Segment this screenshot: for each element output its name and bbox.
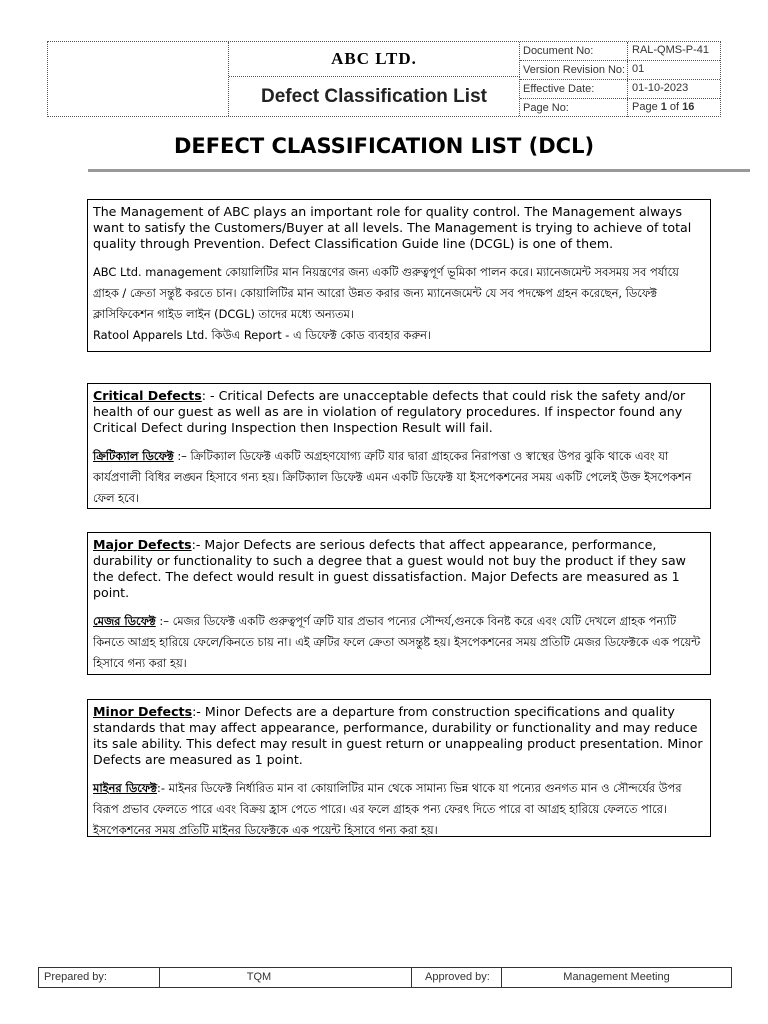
- bangla-suffix: :-: [157, 781, 169, 795]
- meta-label: Document No:: [523, 45, 594, 57]
- heading-suffix: :-: [191, 537, 205, 552]
- critical-english: [93, 388, 705, 436]
- major-bangla-text: মেজর ডিফেক্ট একটি গুরুত্বপূর্ণ ত্রুটি যার প্রভাব পন্যের সৌন্দর্য,গুনকে বিনষ্ট করে এবং যেটি দেখলে গ্রাহক পন্যটি কিনতে আগ্রহ হারিয়ে ফেলে/কিনতে চায় না। এই ত্রুটির ফলে ক্রেতা অসন্তুষ্ট হয়। ইসপেকশনের সময় প্রতিটি মেজর ডিফেক্টকে এক পয়েন্ট হিসাবে গন্য করা হয়।: [93, 614, 701, 670]
- footer-divider: [411, 968, 412, 987]
- company-name: ABC LTD.: [229, 42, 520, 77]
- critical-bangla: [93, 446, 705, 509]
- meta-label: Page No:: [523, 102, 569, 114]
- minor-defects-box: [87, 699, 711, 837]
- meta-value: 01: [627, 61, 644, 79]
- heading-suffix: : -: [201, 388, 219, 403]
- meta-value: 01-10-2023: [627, 80, 688, 98]
- major-text: Major Defects are serious defects that affect appearance, performance, durability or functionality to such a degree that a guest would not buy the product if they saw the defect. The defect would result in guest dissatisfaction. Major Defects are measured as 1 point.: [93, 537, 686, 600]
- document-meta: [520, 42, 720, 117]
- meta-label: Effective Date:: [523, 83, 595, 95]
- minor-text: Minor Defects are a departure from construction specifications and quality standards that may affect appearance, performance, durability or functionality and may reduce its sale ability. This defect may result in guest return or unappealing product presentation. Minor Defects are measured as 1 point.: [93, 704, 703, 767]
- document-header: [47, 41, 721, 117]
- document-title: Defect Classification List: [229, 77, 520, 116]
- major-english: [93, 537, 705, 601]
- meta-row-version: [520, 61, 720, 80]
- critical-defects-box: [87, 383, 711, 509]
- bangla-suffix: :–: [173, 449, 191, 463]
- page-total: 16: [682, 101, 695, 113]
- meta-row-document-no: [520, 42, 720, 61]
- intro-bangla-note: Ratool Apparels Ltd. কিউএ Report - এ ডিফেক্ট কোড ব্যবহার করুন।: [93, 328, 431, 342]
- meta-value: [627, 99, 694, 117]
- page-current: 1: [660, 101, 667, 113]
- document-footer: [38, 967, 732, 988]
- page-heading: DEFECT CLASSIFICATION LIST (DCL): [173, 134, 595, 158]
- prepared-by-label: Prepared by:: [44, 971, 107, 983]
- minor-english: [93, 704, 705, 768]
- intro-box: [87, 199, 711, 352]
- minor-heading: Minor Defects: [93, 704, 193, 719]
- meta-value: RAL-QMS-P-41: [627, 42, 709, 60]
- logo-cell: [48, 42, 229, 116]
- minor-bangla-heading: মাইনর ডিফেক্ট: [93, 781, 157, 795]
- critical-bangla-heading: ক্রিটিক্যাল ডিফেক্ট: [93, 449, 174, 463]
- critical-bangla-text: ক্রিটিক্যাল ডিফেক্ট একটি অগ্রহণযোগ্য ত্রুটি যার দ্বারা গ্রাহকের নিরাপত্তা ও স্বাস্থের উপর ঝুকি থাকে এবং যা কার্যপ্রণালী বিধির লঙ্ঘন হিসাবে গন্য হয়। ক্রিটিক্যাল ডিফেক্ট এমন একটি ডিফেক্ট যা ইসপেকশনের সময় একটি পেলেই উক্ত ইসপেকশন ফেল হবে।: [93, 449, 692, 505]
- page-of: of: [666, 101, 683, 113]
- critical-text: Critical Defects are unacceptable defects that could risk the safety and/or health of our guest as well as are in violation of regulatory procedures. If inspector found any Critical Defect during Inspection then Inspection Result will fail.: [93, 388, 686, 435]
- approved-by-label: Approved by:: [425, 971, 490, 983]
- minor-bangla: [93, 778, 705, 841]
- major-bangla: [93, 611, 705, 674]
- approved-by-value: Management Meeting: [563, 971, 670, 983]
- major-defects-box: [87, 532, 711, 675]
- major-heading: Major Defects: [93, 537, 192, 552]
- page-prefix: Page: [632, 101, 661, 113]
- intro-english: The Management of ABC plays an important role for quality control. The Management always want to satisfy the Customers/Buyer at all levels. The Management is trying to achieve of total quality through Prevention. Defect Classification Guide line (DCGL) is one of them.: [93, 204, 692, 251]
- major-bangla-heading: মেজর ডিফেক্ট: [93, 614, 156, 628]
- intro-bangla: ABC Ltd. management কোয়ালিটির মান নিয়ন্ত্রণের জন্য একটি গুরুত্বপূর্ণ ভূমিকা পালন করে। ম্যানেজমেন্ট সবসময় সব পর্যায়ে গ্রাহক / ক্রেতা সন্তুষ্ট করতে চান। কোয়ালিটির মান আরো উন্নত করার জন্য ম্যানেজমেন্ট যে সব পদক্ষেপ গ্রহন করেছেন, ডিফেক্ট ক্লাসিফিকেশন গাইড লাইন (DCGL) তাদের মধ্যে অন্যতম।: [93, 265, 679, 321]
- meta-label: Version Revision No:: [523, 64, 626, 76]
- minor-bangla-text: মাইনর ডিফেক্ট নির্ধারিত মান বা কোয়ালিটির মান থেকে সামান্য ভিন্ন থাকে যা পন্যের গুনগত মান ও সৌন্দর্যের উপর বিরূপ প্রভাব ফেলতে পারে এবং বিক্রয় হ্রাস পেতে পারে। এর ফলে গ্রাহক পন্য ফেরৎ দিতে পারে বা আগ্রহ হারিয়ে ফেলতে পারে। ইসপেকশনের সময় প্রতিটি মাইনর ডিফেক্টকে এক পয়েন্ট হিসাবে গন্য করা হয়।: [93, 781, 682, 837]
- heading-divider: [88, 169, 750, 172]
- meta-row-page-no: [520, 99, 720, 117]
- prepared-by-value: TQM: [246, 971, 272, 983]
- bangla-suffix: :–: [155, 614, 173, 628]
- heading-suffix: :-: [192, 704, 205, 719]
- critical-heading: Critical Defects: [93, 388, 202, 403]
- meta-row-effective-date: [520, 80, 720, 99]
